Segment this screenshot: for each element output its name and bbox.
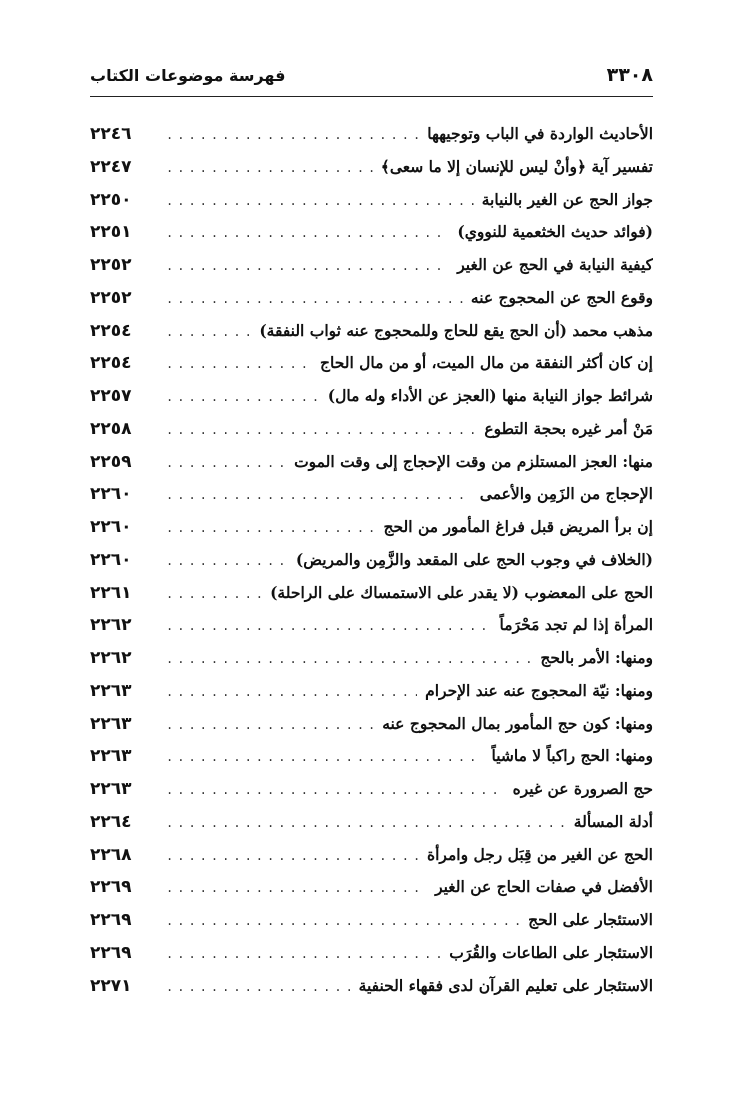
dot-leader bbox=[166, 348, 312, 380]
dot-leader bbox=[166, 545, 288, 577]
toc-entry-title: وقوع الحج عن المحجوج عنه bbox=[470, 287, 653, 307]
dot-leader bbox=[166, 938, 441, 970]
toc-entry-title: الأحاديث الواردة في الباب وتوجيهها bbox=[427, 124, 653, 143]
dot-leader bbox=[166, 217, 449, 249]
toc-entry-title: الحج عن الغير من قِبَل رجل وامرأة bbox=[426, 844, 653, 864]
toc-entry bbox=[90, 544, 653, 577]
toc-entry-title: إن كان أكثر النفقة من مال الميت، أو من مال الحاج bbox=[320, 353, 653, 373]
dot-leader bbox=[166, 676, 417, 708]
toc-entry bbox=[90, 839, 653, 872]
toc-entry bbox=[90, 970, 653, 1003]
dot-leader bbox=[166, 152, 373, 184]
toc-entry-page: ٢٢٥٢ bbox=[90, 287, 132, 308]
toc-entry-page: ٢٢٦٠ bbox=[90, 517, 132, 537]
toc-entry bbox=[90, 151, 653, 184]
toc-entry-title: جواز الحج عن الغير بالنيابة bbox=[481, 189, 653, 209]
toc-entry bbox=[90, 740, 653, 773]
dot-leader bbox=[166, 250, 449, 282]
dot-leader bbox=[166, 905, 520, 937]
toc-entry-title: حج الصرورة عن غيره bbox=[512, 779, 653, 798]
toc-entry-title: ومنها: الحج راكباً لا ماشياً bbox=[491, 746, 653, 766]
toc-entry-page: ٢٢٥٤ bbox=[90, 320, 132, 341]
toc-entry bbox=[90, 347, 653, 380]
dot-leader bbox=[166, 381, 320, 413]
toc-entry bbox=[90, 871, 653, 904]
toc-entry-page: ٢٢٦٩ bbox=[90, 942, 132, 963]
page-header bbox=[90, 60, 653, 90]
toc-entry-title: مَنْ أمر غيره بحجة التطوع bbox=[484, 418, 653, 438]
toc-entry bbox=[90, 511, 653, 544]
dot-leader bbox=[166, 447, 286, 479]
toc-entry-title: مذهب محمد (أن الحج يقع للحاج وللمحجوج عنه ثواب النفقة) bbox=[259, 320, 653, 340]
dot-leader bbox=[166, 741, 483, 773]
toc-entry-title: الإحجاج من الزَمِن والأعمى bbox=[479, 484, 653, 504]
toc-entry bbox=[90, 937, 653, 970]
dot-leader bbox=[166, 774, 505, 806]
table-of-contents bbox=[90, 118, 653, 1002]
toc-entry-page: ٢٢٦٨ bbox=[90, 844, 132, 865]
dot-leader bbox=[166, 414, 476, 446]
toc-entry-title: ومنها: الأمر بالحج bbox=[540, 648, 653, 667]
toc-entry bbox=[90, 773, 653, 806]
toc-entry-page: ٢٢٥٢ bbox=[90, 255, 132, 275]
toc-entry-page: ٢٢٥١ bbox=[90, 222, 132, 243]
toc-entry bbox=[90, 249, 653, 282]
toc-entry-title: ومنها: كون حج المأمور بمال المحجوج عنه bbox=[382, 713, 653, 733]
dot-leader bbox=[166, 479, 472, 511]
toc-entry-page: ٢٢٥٩ bbox=[90, 451, 132, 472]
dot-leader bbox=[166, 840, 419, 872]
dot-leader bbox=[166, 578, 262, 610]
toc-entry bbox=[90, 642, 653, 675]
toc-entry-page: ٢٢٥٤ bbox=[90, 353, 132, 374]
dot-leader bbox=[166, 807, 566, 839]
dot-leader bbox=[166, 709, 374, 741]
toc-entry bbox=[90, 609, 653, 642]
toc-entry-page: ٢٢٦٣ bbox=[90, 680, 132, 701]
toc-entry-page: ٢٢٦٩ bbox=[90, 910, 132, 930]
toc-entry-title: منها: العجز المستلزم من وقت الإحجاج إلى وقت الموت bbox=[294, 451, 653, 471]
toc-entry-page: ٢٢٥٨ bbox=[90, 418, 132, 439]
toc-entry-page: ٢٢٦٠ bbox=[90, 484, 132, 505]
toc-entry bbox=[90, 282, 653, 315]
toc-entry-title: الاستئجار على الحج bbox=[528, 910, 653, 929]
toc-entry-title: ومنها: نيّة المحجوج عنه عند الإحرام bbox=[425, 680, 653, 700]
dot-leader bbox=[166, 512, 376, 544]
toc-entry bbox=[90, 380, 653, 413]
toc-entry-title: أدلة المسألة bbox=[573, 811, 653, 831]
toc-entry-title: تفسير آية ﴿وأنْ ليس للإنسان إلا ما سعى﴾ bbox=[380, 156, 653, 176]
toc-entry-title: الاستئجار على تعليم القرآن لدى فقهاء الحنفية bbox=[358, 975, 653, 995]
dot-leader bbox=[166, 872, 427, 904]
toc-entry bbox=[90, 904, 653, 937]
toc-entry-page: ٢٢٦٢ bbox=[90, 615, 132, 636]
dot-leader bbox=[166, 610, 492, 642]
toc-entry-page: ٢٢٦٣ bbox=[90, 713, 132, 734]
toc-entry bbox=[90, 315, 653, 348]
toc-entry-title: الأفضل في صفات الحاج عن الغير bbox=[435, 877, 653, 897]
toc-entry bbox=[90, 708, 653, 741]
dot-leader bbox=[166, 971, 351, 1003]
toc-entry-page: ٢٢٦٤ bbox=[90, 811, 132, 832]
toc-entry bbox=[90, 184, 653, 217]
toc-entry bbox=[90, 577, 653, 610]
running-title: فهرسة موضوعات الكتاب bbox=[90, 65, 286, 85]
toc-entry bbox=[90, 446, 653, 479]
toc-entry-page: ٢٢٦٠ bbox=[90, 549, 132, 570]
toc-entry-page: ٢٢٥٧ bbox=[90, 386, 132, 406]
toc-entry-page: ٢٢٦٢ bbox=[90, 648, 132, 668]
toc-entry bbox=[90, 478, 653, 511]
dot-leader bbox=[166, 185, 474, 217]
header-rule bbox=[90, 96, 653, 97]
dot-leader bbox=[166, 643, 532, 675]
toc-entry-title: كيفية النيابة في الحج عن الغير bbox=[457, 255, 653, 274]
dot-leader bbox=[166, 316, 251, 348]
toc-entry-title: الاستئجار على الطاعات والقُرَب bbox=[449, 942, 653, 962]
toc-entry bbox=[90, 216, 653, 249]
toc-entry bbox=[90, 118, 653, 151]
toc-entry-title: (الخلاف في وجوب الحج على المقعد والزَّمِن والمريض) bbox=[295, 549, 653, 569]
toc-entry-page: ٢٢٦٣ bbox=[90, 746, 132, 767]
toc-entry bbox=[90, 806, 653, 839]
toc-entry-title: إن برأ المريض قبل فراغ المأمور من الحج bbox=[383, 517, 653, 536]
toc-entry-page: ٢٢٧١ bbox=[90, 975, 132, 996]
toc-entry-page: ٢٢٦٩ bbox=[90, 877, 132, 898]
dot-leader bbox=[166, 283, 463, 315]
dot-leader bbox=[166, 119, 419, 151]
toc-entry bbox=[90, 675, 653, 708]
toc-entry-title: شرائط جواز النيابة منها (العجز عن الأداء وله مال) bbox=[327, 386, 653, 405]
toc-entry-title: المرأة إذا لم تجد مَحْرَماً bbox=[499, 615, 653, 635]
toc-entry-page: ٢٢٦٣ bbox=[90, 779, 132, 799]
page-number: ٣٣٠٨ bbox=[606, 64, 653, 86]
toc-entry-title: (فوائد حديث الخثعمية للنووي) bbox=[457, 222, 653, 242]
toc-entry-page: ٢٢٥٠ bbox=[90, 189, 132, 210]
toc-entry-page: ٢٢٤٦ bbox=[90, 124, 132, 144]
toc-entry-page: ٢٢٦١ bbox=[90, 582, 132, 603]
toc-entry bbox=[90, 413, 653, 446]
toc-entry-title: الحج على المعضوب (لا يقدر على الاستمساك على الراحلة) bbox=[270, 582, 653, 602]
toc-entry-page: ٢٢٤٧ bbox=[90, 156, 132, 177]
